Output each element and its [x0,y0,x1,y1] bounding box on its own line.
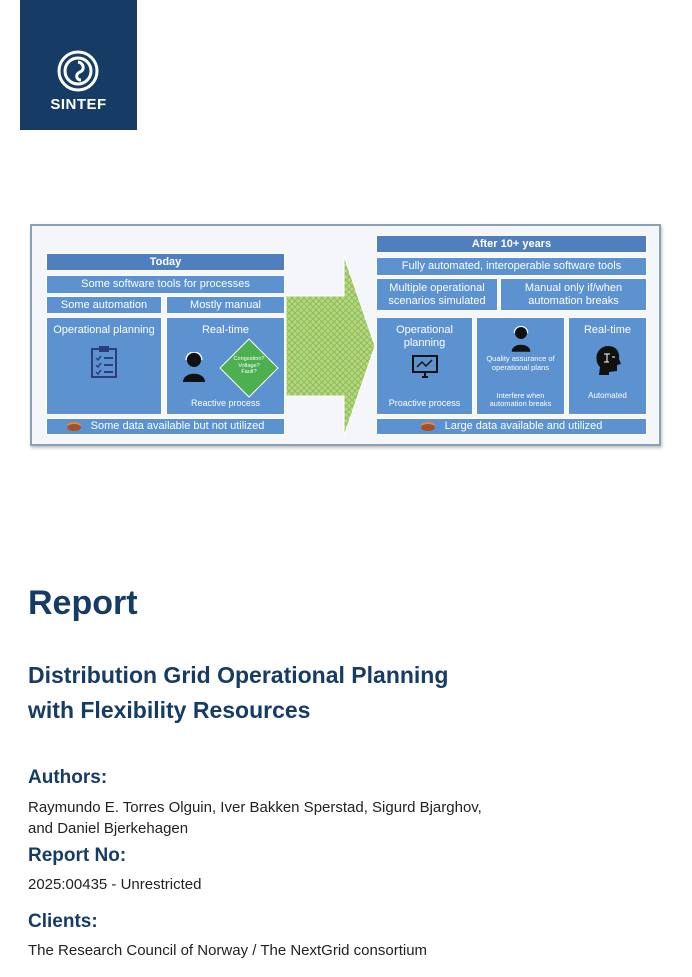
today-some-automation: Some automation [46,296,162,314]
diamond-label: Congestion? Voltage? Fault? [233,356,265,376]
report-title-line2: with Flexibility Resources [28,697,311,723]
future-realtime-label: Real-time [583,324,632,336]
report-title-line1: Distribution Grid Operational Planning [28,662,449,688]
monitor-chart-icon [412,355,438,379]
today-reactive-label: Reactive process [190,397,261,408]
database-icon [421,422,435,431]
future-header: After 10+ years [376,235,647,253]
logo-wordmark: SINTEF [50,96,107,113]
sintef-logo-icon [57,50,99,92]
sintef-logo [20,0,137,130]
report-no-value: 2025:00435 - Unrestricted [28,876,202,893]
future-qa-panel [476,317,565,415]
future-qa-label: Quality assurance of operational plans [486,354,555,372]
operator-headset-icon [510,326,532,352]
today-software: Some software tools for processes [46,275,285,294]
database-icon [67,422,81,431]
future-automated-label: Automated [588,390,627,400]
today-op-planning-label: Operational planning [53,324,155,336]
clients-label: Clients: [28,911,98,932]
future-data-bar [376,418,647,435]
today-realtime-panel [166,317,285,415]
future-multiple-scenarios: Multiple operational scenarios simulated [376,278,498,311]
today-header: Today [46,253,285,271]
report-heading: Report [28,584,138,622]
today-data-label: Some data available but not utilized [90,420,265,433]
operator-headset-icon [181,352,207,382]
report-title [28,658,588,728]
today-mostly-manual: Mostly manual [166,296,285,314]
future-proactive-label: Proactive process [388,397,461,408]
clients-value: The Research Council of Norway / The NextGrid consortium [28,942,428,959]
operational-planning-figure [30,224,661,446]
authors-value [28,797,588,839]
transition-arrow [286,256,376,436]
future-data-label: Large data available and utilized [444,420,603,433]
authors-line2: and Daniel Bjerkehagen [28,820,189,837]
future-interfere-label: Interfere when automation breaks [489,390,552,409]
today-realtime-label: Real-time [201,324,250,336]
report-no-label: Report No: [28,845,127,866]
today-data-bar [46,418,285,435]
authors-line1: Raymundo E. Torres Olguin, Iver Bakken Sperstad, Sigurd Bjarghov, [28,799,482,816]
future-op-planning-panel [376,317,473,415]
future-manual-only: Manual only if/when automation breaks [500,278,647,311]
authors-label: Authors: [28,767,108,788]
clipboard-checklist-icon [89,345,119,379]
today-op-planning-panel [46,317,162,415]
future-realtime-panel [568,317,647,415]
future-op-planning-label: Operational planning [396,324,453,349]
ai-head-icon [595,345,621,375]
future-software: Fully automated, interoperable software tools [376,257,647,276]
